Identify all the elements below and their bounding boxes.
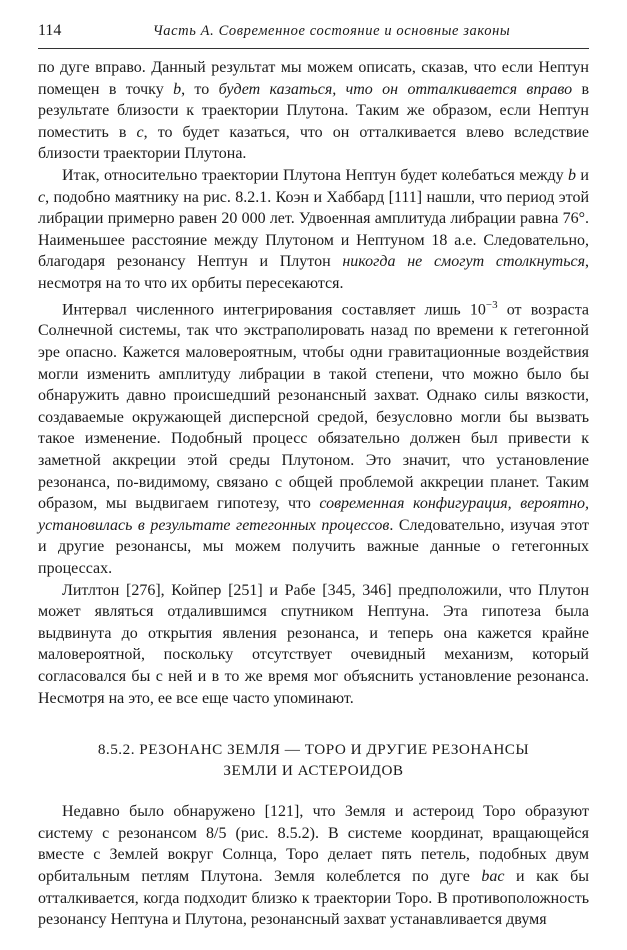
paragraph-5: Недавно было обнаружено [121], что Земля и астероид Торо образуют систему с резонансом 8/5 (рис. 8.5.2). В системе координат, вращающейся вместе с Землей вокруг Солнца, Торо делает пять петель, подобных двум орбитальным петлям Плутона. Земля колеблется по дуге bac и как бы отталкивается, когда подходит близко к траектории Торо. В противоположность резонансу Нептуна и Плутона, резонансный захват устанавливается двумя <box>38 803 589 929</box>
section-heading-line-1: 8.5.2. РЕЗОНАНС ЗЕМЛЯ — ТОРО И ДРУГИЕ РЕЗОНАНСЫ <box>97 741 530 759</box>
running-title: Часть А. Современное состояние и основные законы <box>152 23 511 39</box>
paragraph-1: по дуге вправо. Данный результат мы можем описать, сказав, что если Нептун помещен в точку b, то будет казаться, что он отталкивается вправо в результате близости к траектории Плутона. Таким же образом, если Нептун поместить в c, то будет казаться, что он отталкивается влево вследствие близости траектории Плутона. <box>38 59 590 163</box>
page-number: 114 <box>38 22 62 39</box>
paragraph-4: Литлтон [276], Койпер [251] и Рабе [345, 346] предположили, что Плутон может являться отдалившимся спутником Нептуна. Эта гипотеза была выдвинута до открытия явления резонанса, и теперь она кажется крайне маловероятной, поскольку отсутствует очевидный механизм, который согласовался бы с ней и в то же время мог объяснить установление резонанса. Несмотря на это, ее все еще часто упоминают. <box>38 581 589 707</box>
book-page <box>38 22 589 931</box>
section-heading-line-2: ЗЕМЛИ И АСТЕРОИДОВ <box>223 762 404 780</box>
section-heading <box>38 739 589 781</box>
paragraph-2: Итак, относительно траектории Плутона Нептун будет колебаться между b и c, подобно маятнику на рис. 8.2.1. Коэн и Хаббард [111] нашли, что период этой либрации примерно равен 20 000 лет. Удвоенная амплитуда либрации равна 76°. Наименьшее расстояние между Плутоном и Нептуном 18 а.е. Следовательно, благодаря резонансу Нептун и Плутон никогда не смогут столкнуться, несмотря на то что их орбиты пересекаются. <box>38 166 590 292</box>
paragraph-3: Интервал численного интегрирования составляет лишь $10^{-3}$ от возраста Солнечной системы, так что экстраполировать назад по времени к гетегонной эре опасно. Кажется маловероятным, чтобы одни гравитационные воздействия могли изменить амплитуду либрации в такой степени, что можно было бы обнаружить давно происшедший резонансный захват. Однако силы вязкости, создаваемые окружающей дисперсной средой, безусловно могли бы вызвать такое изменение. Подобный процесс обязательно должен был привести к заметной аккреции этой среды Плутоном. Это значит, что установление резонанса, по-видимому, связано с общей проблемой аккреции планет. Таким образом, мы выдвигаем гипотезу, что современная конфигурация, вероятно, установилась в результате гетегонных процессов. Следовательно, изучая этот и другие резонансы, мы можем получить важные данные о гетегонных процессах. <box>38 298 590 577</box>
page-header <box>38 22 589 49</box>
